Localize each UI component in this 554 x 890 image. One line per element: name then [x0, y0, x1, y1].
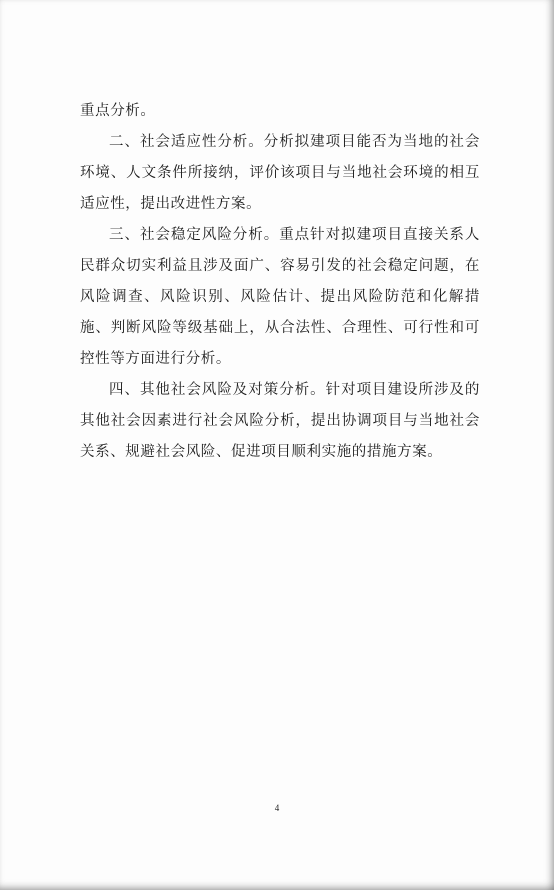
paragraph-social-adaptability: 二、社会适应性分析。分析拟建项目能否为当地的社会环境、人文条件所接纳，评价该项目与当地社会环境的相互适应性，提出改进性方案。	[80, 134, 480, 212]
paragraph-continuation: 重点分析。	[80, 103, 156, 119]
document-body	[80, 96, 480, 468]
paragraph-social-stability-risk: 三、社会稳定风险分析。重点针对拟建项目直接关系人民群众切实利益且涉及面广、容易引发的社会稳定问题，在风险调查、风险识别、风险估计、提出风险防范和化解措施、判断风险等级基础上，从合法性、合理性、可行性和可控性等方面进行分析。	[80, 227, 480, 367]
page-number: 4	[274, 803, 280, 813]
paragraph-other-social-risks: 四、其他社会风险及对策分析。针对项目建设所涉及的其他社会因素进行社会风险分析，提出协调项目与当地社会关系、规避社会风险、促进项目顺利实施的措施方案。	[80, 382, 480, 460]
